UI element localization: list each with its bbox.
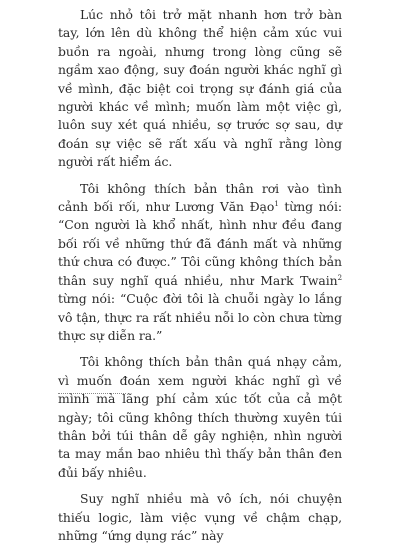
paragraph-2-text-b: từng nói: “Con người là khổ nhất, hình như đều đang bối rối về những thứ đã đánh mất và những thứ chưa có được.” Tôi cũng không thích bản thân suy nghĩ quá nhiều, như Mark Twain [58,199,343,288]
footnote-ref-2[interactable]: 2 [337,273,342,282]
footnote-ref-1[interactable]: 1 [274,199,279,208]
paragraph-2 [58,180,342,346]
footnote-divider [58,393,126,394]
paragraph-2-text-c: từng nói: “Cuộc đời tôi là chuỗi ngày lo lắng vô tận, thực ra rất nhiều nỗi lo còn chưa từng thực sự diễn ra.” [58,291,342,343]
paragraph-4: Suy nghĩ nhiều mà vô ích, nói chuyện thiếu logic, làm việc vụng về chậm chạp, những “ứng dụng rác” này [58,491,342,543]
paragraph-3: Tôi không thích bản thân quá nhạy cảm, vì muốn đoán xem người khác nghĩ gì về mình mà lãng phí cảm xúc tốt của cả một ngày; tôi cũng không thích thường xuyên túi thân bởi túi thân dễ gây nghiện, nhìn người ta may mắn bao nhiêu thì thấy bản thân đen đủi bấy nhiêu. [58,354,342,480]
paragraph-1: Lúc nhỏ tôi trở mặt nhanh hơn trở bàn tay, lớn lên dù không thể hiện cảm xúc vui buồn ra ngoài, nhưng trong lòng cũng sẽ ngầm xao động, suy đoán người khác nghĩ gì về mình, đặc biệt coi trọng sự đánh giá của người khác về mình; muốn làm một việc gì, luôn suy xét quá nhiều, sợ trước sợ sau, dự đoán sự việc sẽ rất xấu và nghĩ rằng lòng người rất hiểm ác. [58,7,342,170]
paragraph-2-text-a: Tôi không thích bản thân rơi vào tình cảnh bối rối, như Lương Văn Đạo [58,180,342,215]
